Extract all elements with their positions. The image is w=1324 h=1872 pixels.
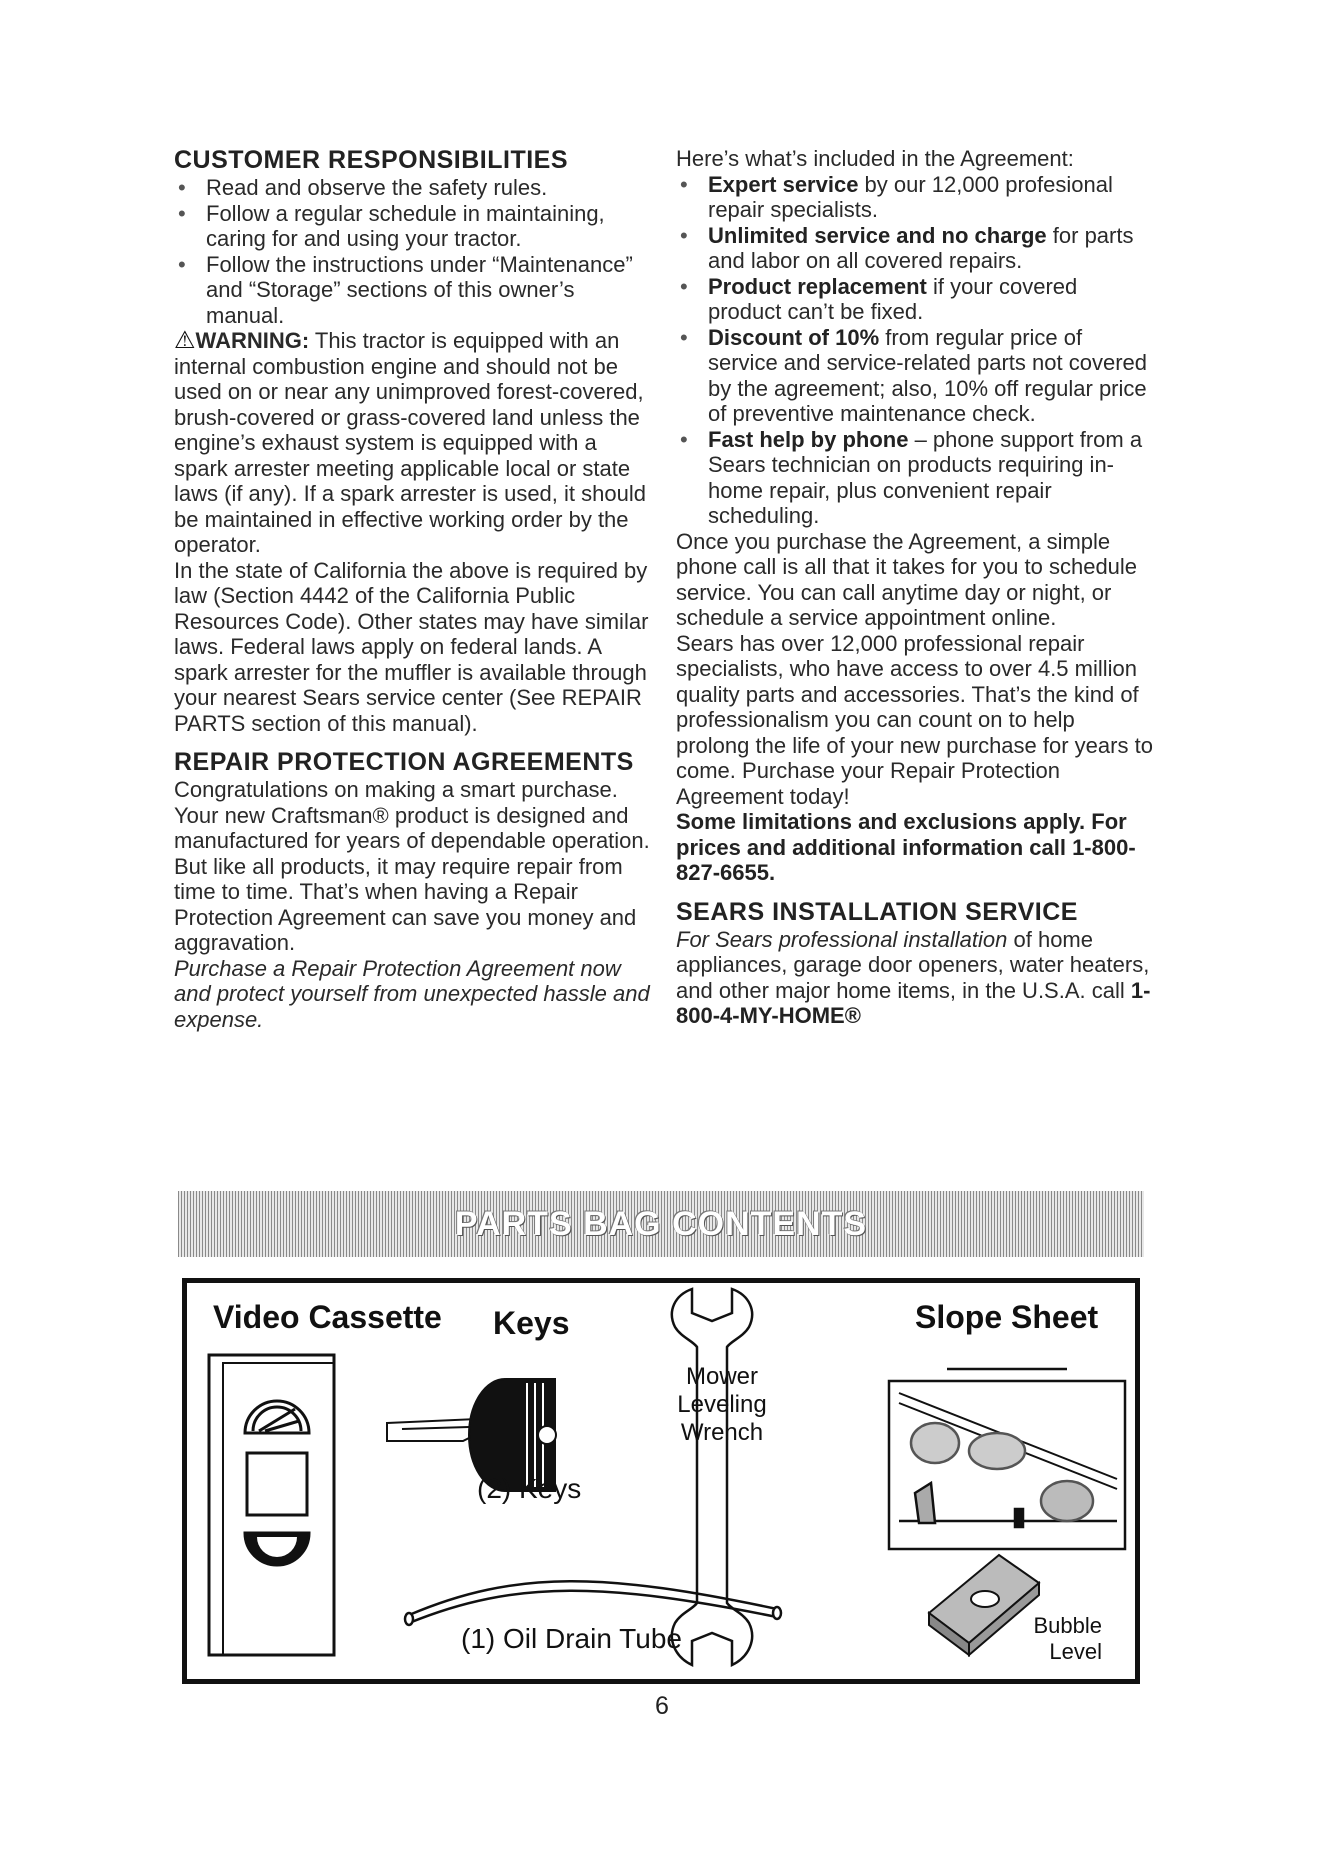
once-paragraph: Once you purchase the Agreement, a simple phone call is all that it takes for you to schedule service. You can call anytime day or night, or schedule a service appointment online. [676,528,1138,630]
video-cassette-label: Video Cassette [213,1299,442,1335]
list-item: • Read and observe the safety rules. [174,175,652,201]
two-keys-label: (2) Keys [477,1473,582,1504]
installation-paragraph [676,927,1154,1029]
leveling-wrench-icon [672,1289,752,1665]
warning-label: WARNING: [195,328,310,353]
item-text: if your covered product can’t be fixed. [708,273,1078,324]
bubble-level-icon [929,1555,1039,1655]
customer-responsibilities-list [174,175,652,328]
item-bold: Unlimited service and no charge [708,222,1047,248]
installation-heading: SEARS INSTALLATION SERVICE [676,897,1078,926]
left-column [174,146,652,1032]
leveling-wrench-label: Mower Leveling Wrench [677,1363,767,1446]
list-item [676,274,1154,325]
item-bold: Product replacement [708,273,927,299]
warning-text: This tractor is equipped with an internal combustion engine and should not be used on or near any unimproved forest-covered, brush-covered or grass-covered land unless the engine’s exhaust system is equipped with a spark arrester meeting applicable local or state laws (if any). If a spark arrester is used, it should be maintained in effective working order by the operator. [174,328,646,557]
parts-bag-contents-box [182,1278,1140,1684]
item-bold: Discount of 10% [708,324,880,350]
list-item [676,223,1154,274]
item-text: by our 12,000 profesional repair specialists. [708,171,1113,222]
parts-bag-banner [178,1191,1144,1257]
slope-sheet-icon [889,1369,1125,1549]
item-text: – phone support from a Sears technician on products requiring in-home repair, plus convenient repair scheduling. [708,426,1143,528]
list-item [676,427,1154,529]
included-list [676,172,1154,529]
included-intro: Here’s what’s included in the Agreement: [676,146,1074,171]
page-number: 6 [655,1692,669,1720]
warning-triangle-icon: ⚠ [174,327,196,354]
item-text: from regular price of service and service-related parts not covered by the agreement; also, 10% off regular price of preventive maintenance check. [708,324,1147,426]
video-cassette-icon [209,1355,334,1655]
item-bold: Fast help by phone [708,426,909,452]
sears-paragraph: Sears has over 12,000 professional repair specialists, who have access to over 4.5 million quality parts and accessories. That’s the kind of professionalism you can count on to help prolong the life of your new purchase for years to come. Purchase your Repair Protection Agreement today! [676,630,1153,809]
list-item: • Follow the instructions under “Maintenance” and “Storage” sections of this owner’s manual. [174,252,652,329]
right-column [676,146,1154,1029]
item-text: for parts and labor on all covered repairs. [708,222,1134,273]
list-item [676,325,1154,427]
oil-drain-tube-label: (1) Oil Drain Tube [461,1623,682,1654]
california-paragraph: In the state of California the above is required by law (Section 4442 of the California Public Resources Code). Other states may have similar laws. Federal laws apply on federal lands. A spark arrester for the muffler is available through your nearest Sears service center (See REPAIR PARTS section of this manual). [174,557,649,736]
limitations-paragraph: Some limitations and exclusions apply. For prices and additional information call 1-800-827-6655. [676,809,1136,885]
repair-protection-heading: REPAIR PROTECTION AGREEMENTS [174,748,634,776]
repair-protection-italic: Purchase a Repair Protection Agreement now and protect yourself from unexpected hassle and expense. [174,955,650,1032]
keys-label: Keys [493,1305,570,1341]
repair-protection-paragraph: Congratulations on making a smart purchase. Your new Craftsman® product is designed and manufactured for years of dependable operation. But like all products, it may require repair from time to time. That’s when having a Repair Protection Agreement can save you money and aggravation. [174,777,650,955]
list-item: • Follow a regular schedule in maintaining, caring for and using your tractor. [174,201,652,252]
parts-illustration [187,1283,1135,1679]
customer-responsibilities-heading: CUSTOMER RESPONSIBILITIES [174,146,569,174]
list-item [676,172,1154,223]
item-bold: Expert service [708,171,859,197]
parts-bag-title: PARTS BAG CONTENTS [454,1204,868,1243]
bubble-level-label: Bubble Level [1033,1613,1102,1664]
installation-italic: For Sears professional installation [676,926,1008,952]
slope-sheet-label: Slope Sheet [915,1299,1099,1335]
installation-text: of home appliances, garage door openers, water heaters, and other major home items, in the U.S.A. call [676,926,1150,1003]
installation-phone: 1-800-4-MY-HOME® [676,977,1151,1028]
warning-paragraph [174,328,652,558]
